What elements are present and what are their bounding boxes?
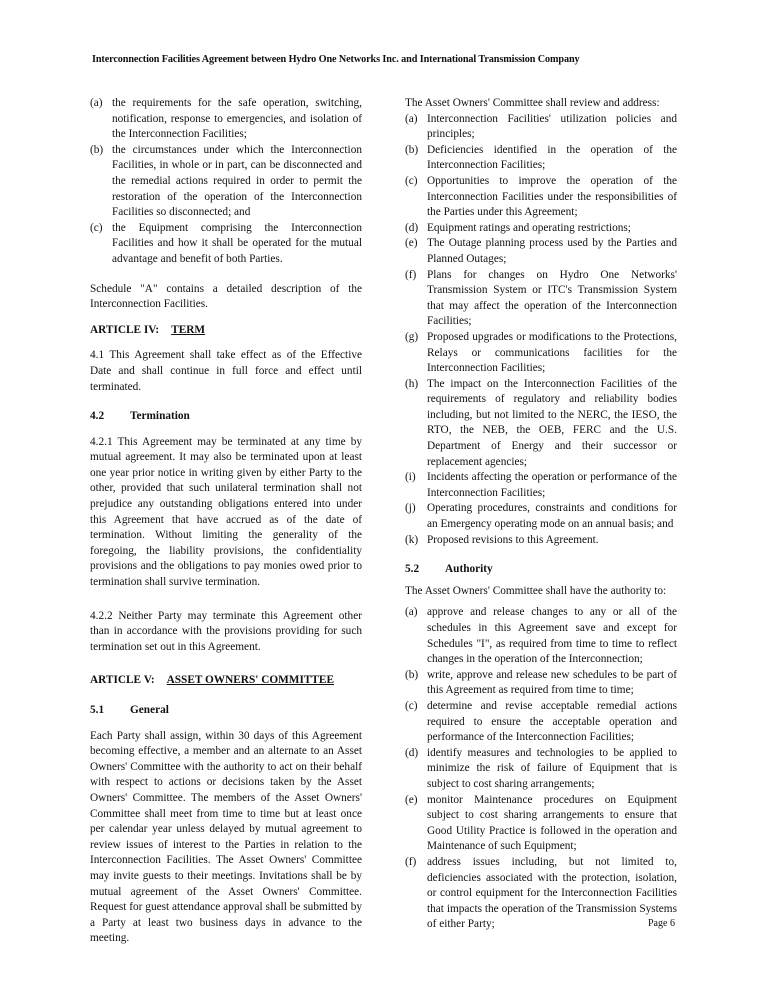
section-4-1: 4.1 This Agreement shall take effect as of the Effective Date and shall continue in full force and effect until terminated.: [90, 349, 362, 393]
page-number: Page 6: [648, 918, 675, 929]
list-marker: (d): [405, 746, 419, 759]
section-title: Termination: [130, 410, 190, 423]
list-item: [90, 143, 362, 221]
list-text: Proposed revisions to this Agreement.: [427, 533, 599, 546]
list-text: Proposed upgrades or modifications to the Protections, Relays or communications facilities for the Interconnection Facilities;: [427, 330, 677, 375]
list-item: [405, 699, 677, 746]
section-4-2-heading: [90, 409, 362, 425]
list-marker: (k): [405, 533, 419, 546]
list-marker: (b): [405, 143, 419, 156]
list-text: Opportunities to improve the operation of the Interconnection Facilities under the responsibilities of the Parties under this Agreement;: [427, 174, 677, 219]
list-item: [405, 377, 677, 471]
article-4-title: TERM: [171, 323, 206, 336]
list-marker: (j): [405, 502, 416, 515]
list-marker: (h): [405, 377, 419, 390]
list-item: [405, 668, 677, 699]
list-marker: (e): [405, 793, 418, 806]
list-text: The Outage planning process used by the Parties and Planned Outages;: [427, 237, 677, 265]
list-text: The impact on the Interconnection Facilities of the requirements of regulatory and reliability bodies including, but not limited to the NERC, the IESO, the RTO, the NEB, the OEB, FERC and the U.S. Department of Energy and their successor or replacement agencies;: [427, 377, 677, 468]
list-item: [405, 746, 677, 793]
list-text: identify measures and technologies to be applied to minimize the risk of failure of Equipment that is subject to cost sharing arrangements;: [427, 746, 677, 790]
left-column: [90, 96, 362, 947]
list-marker: (b): [90, 143, 104, 156]
article-4-label: ARTICLE IV:: [90, 323, 160, 336]
list-marker: (c): [405, 699, 418, 712]
list-text: Plans for changes on Hydro One Networks' Transmission System or ITC's Transmission System that may affect the operation of the Interconnection Facilities;: [427, 268, 677, 328]
list-marker: (f): [405, 268, 417, 281]
list-text: the requirements for the safe operation, switching, notification, response to emergencies, and isolation of the Interconnection Facilities;: [112, 97, 362, 141]
list-item: [405, 793, 677, 855]
list-item: [90, 221, 362, 268]
list-marker: (b): [405, 668, 419, 681]
section-4-2-2: 4.2.2 Neither Party may terminate this Agreement other than in accordance with the provisions providing for such termination set out in this Agreement.: [90, 609, 362, 653]
review-intro: The Asset Owners' Committee shall review and address:: [405, 97, 660, 109]
section-number: 5.1: [90, 704, 105, 716]
list-item: [405, 221, 677, 237]
list-text: address issues including, but not limited to, deficiencies associated with the protection, isolation, or control equipment for the Interconnection Facilities that impacts the operation of the Transmission Systems of either Party;: [427, 855, 677, 931]
list-marker: (a): [405, 606, 418, 619]
list-marker: (a): [90, 97, 103, 109]
list-marker: (i): [405, 471, 416, 484]
list-text: approve and release changes to any or all of the schedules in this Agreement save and except for Schedules "I", as required from time to time to reflect changes in the operation of the Interconnection;: [427, 606, 677, 666]
list-marker: (f): [405, 855, 417, 868]
list-text: Equipment ratings and operating restrictions;: [427, 221, 631, 234]
list-text: Incidents affecting the operation or performance of the Interconnection Facilities;: [427, 471, 677, 499]
section-5-2-heading: [405, 562, 677, 578]
list-text: Interconnection Facilities' utilization policies and principles;: [427, 112, 677, 141]
list-item: [405, 605, 677, 667]
authority-intro: The Asset Owners' Committee shall have the authority to:: [405, 584, 667, 597]
article-5-label: ARTICLE V:: [90, 674, 155, 687]
section-4-2-1: 4.2.1 This Agreement may be terminated at any time by mutual agreement. It may also be terminated upon at least one year prior notice in writing given by either Party to the other, provided that such unilateral termination shall not prejudice any outstanding obligations entered into under this Agreement that have accrued as of the date of termination. Without limiting the generality of the foregoing, the liability provisions, the confidentiality provisions and the obligations to pay monies owed prior to termination shall survive termination.: [90, 435, 362, 589]
list-marker: (c): [405, 174, 418, 187]
right-column: [405, 96, 677, 933]
section-title: Authority: [445, 563, 493, 576]
list-item: [405, 268, 677, 330]
article-4-heading: [90, 323, 362, 339]
page-header: Interconnection Facilities Agreement between Hydro One Networks Inc. and International Transmission Company: [92, 54, 580, 65]
article-5-title: ASSET OWNERS' COMMITTEE: [166, 674, 334, 687]
section-number: 4.2: [90, 410, 105, 423]
list-text: write, approve and release new schedules to be part of this Agreement as required from time to time;: [427, 668, 677, 697]
list-text: monitor Maintenance procedures on Equipment subject to cost sharing arrangements to ensure that Good Utility Practice is followed in the operation and Maintenance of such Equipment;: [427, 793, 677, 853]
list-text: Deficiencies identified in the operation of the Interconnection Facilities;: [427, 143, 677, 172]
list-text: the circumstances under which the Interconnection Facilities, in whole or in part, can be disconnected and the remedial actions required in order to permit the restoration of the operation of the Interconnection Facilities so disconnected; and: [112, 143, 362, 219]
list-marker: (e): [405, 237, 418, 250]
section-5-1-heading: [90, 703, 362, 719]
article-5-heading: [90, 673, 362, 689]
list-item: [405, 855, 677, 933]
list-marker: (a): [405, 112, 418, 125]
list-item: [405, 174, 677, 221]
schedule-a-paragraph: Schedule "A" contains a detailed description of the Interconnection Facilities.: [90, 282, 362, 311]
list-item: [405, 501, 677, 532]
section-title: General: [130, 704, 169, 716]
list-item: [405, 533, 677, 549]
list-item: [405, 330, 677, 377]
list-item: [90, 96, 362, 143]
list-item: [405, 236, 677, 267]
list-text: Operating procedures, constraints and conditions for an Emergency operating mode on an annual basis; and: [427, 502, 677, 531]
section-5-1-text: Each Party shall assign, within 30 days of this Agreement becoming effective, a member and an alternate to an Asset Owners' Committee with the authority to act on their behalf with respect to actions or decisions taken by the Asset Owners' Committee. The members of the Asset Owners' Committee shall meet from time to time but at least once per calendar year unless delayed by mutual agreement to review issues of interest to the Parties in relation to the Interconnection Facilities. The Asset Owners' Committee may invite guests to their meetings. Invitations shall be by mutual agreement of the Asset Owners' Committee. Request for guest attendance approval shall be submitted by a Party at least two business days in advance to the meeting.: [90, 729, 362, 945]
list-item: [405, 470, 677, 501]
list-text: the Equipment comprising the Interconnection Facilities and how it shall be operated for the mutual advantage and benefit of both Parties.: [112, 221, 362, 265]
list-item: [405, 112, 677, 143]
list-marker: (g): [405, 330, 419, 343]
list-marker: (c): [90, 221, 103, 234]
list-item: [405, 143, 677, 174]
list-text: determine and revise acceptable remedial actions required to ensure the acceptable operation and performance of the Interconnection Facilities;: [427, 699, 677, 744]
list-marker: (d): [405, 221, 419, 234]
section-number: 5.2: [405, 563, 420, 576]
